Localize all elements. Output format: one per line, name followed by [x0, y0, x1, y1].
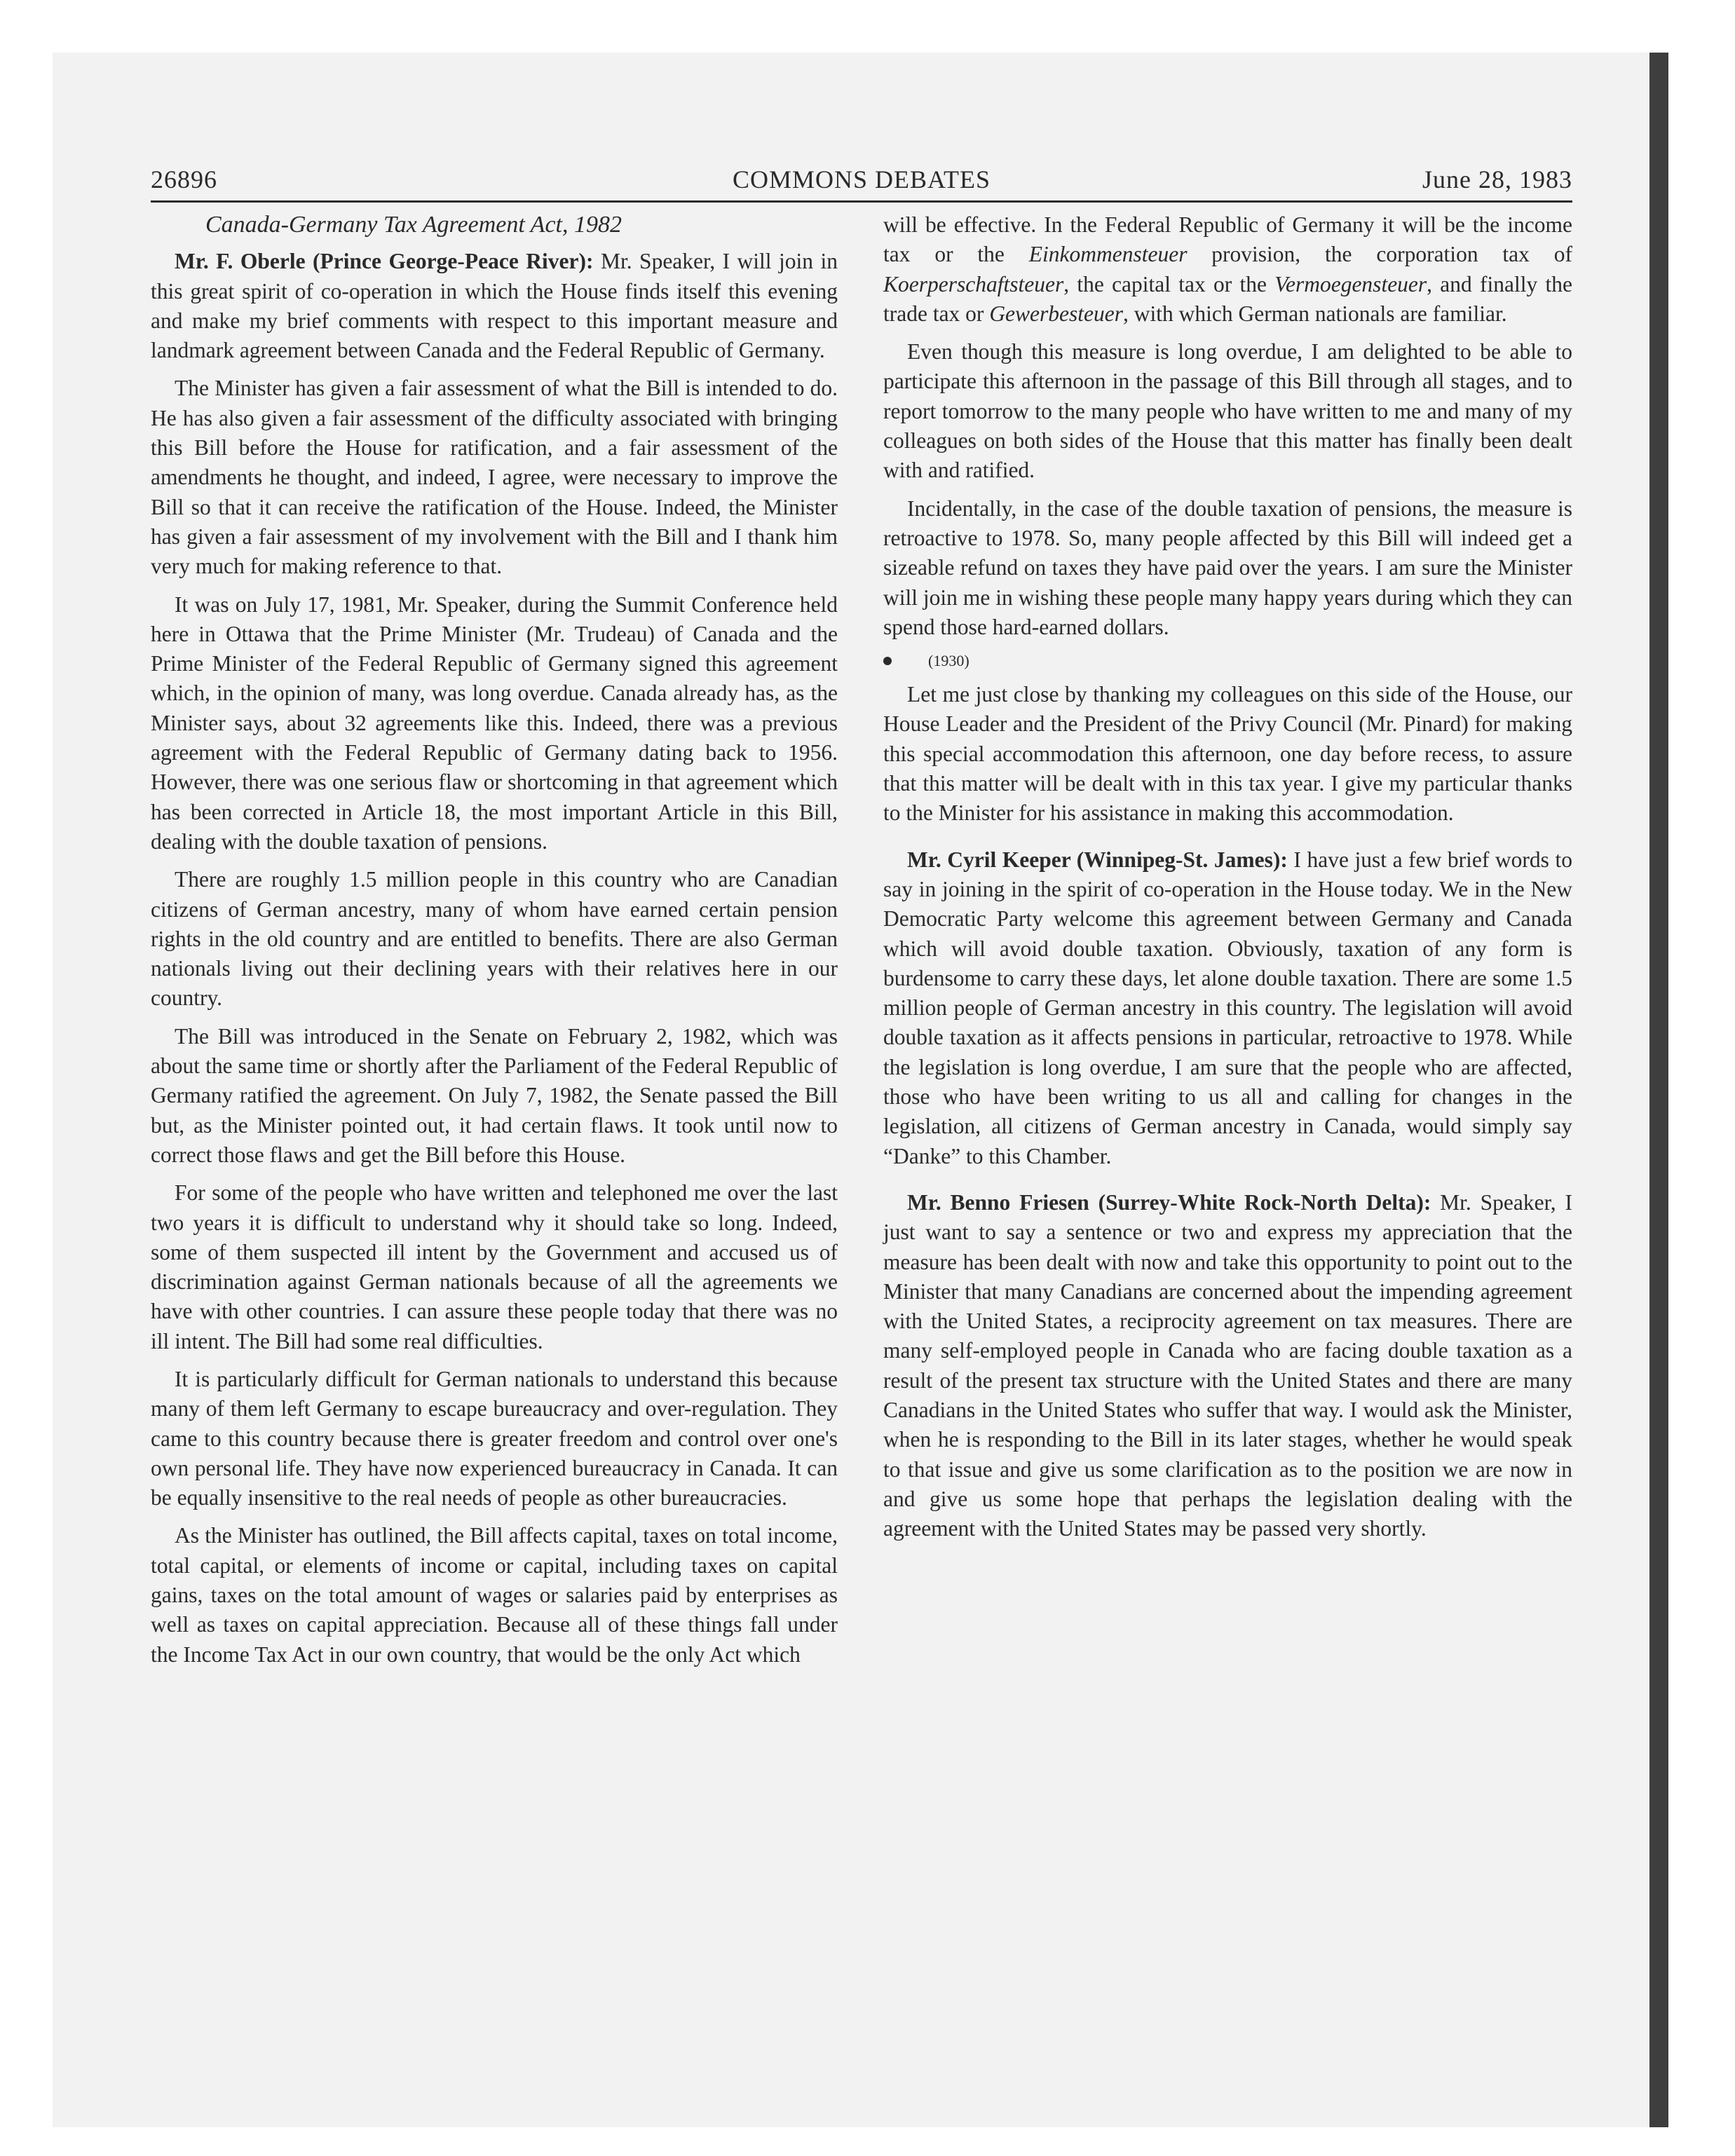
german-term: Vermoegensteuer [1274, 271, 1427, 296]
paragraph-text: , with which German nationals are familiar. [1123, 301, 1507, 326]
journal-title: COMMONS DEBATES [732, 165, 991, 193]
paragraph: Let me just close by thanking my colleagues on this side of the House, our House Leader and the President of the Privy Council (Mr. Pinard) for making this special accommodation this afternoon, one day before recess, to assure that this matter will be dealt with in this tax year. I give my particular thanks to the Minister for his assistance in making this accommodation. [883, 682, 1572, 826]
paragraph: As the Minister has outlined, the Bill affects capital, taxes on total income, total capital, or elements of income or capital, including taxes on capital gains, taxes on the total amount of wages or salaries paid by enterprises as well as taxes on capital appreciation. Because all of these things fall under the Income Tax Act in our own country, that would be the only Act which [151, 1523, 838, 1667]
paragraph-text: provision, the corporation tax of [1187, 242, 1572, 267]
paragraph [151, 247, 838, 365]
paragraph: It was on July 17, 1981, Mr. Speaker, during the Summit Conference held here in Ottawa that the Prime Minister (Mr. Trudeau) of Canada and the Prime Minister of the Federal Republic of Germany signed this agreement which, in the opinion of many, was long overdue. Canada already has, as the Minister says, about 32 agreements like this. Indeed, there was a previous agreement with the Federal Republic of Germany dating back to 1956. However, there was one serious flaw or shortcoming in that agreement which has been corrected in Article 18, the most important Article in this Bill, dealing with the double taxation of pensions. [151, 592, 838, 854]
speaker-name: Mr. Cyril Keeper (Winnipeg-St. James): [907, 847, 1288, 872]
paragraph-text: , and finally the trade tax or [883, 271, 1572, 326]
bullet-dot-icon [883, 657, 892, 665]
german-term: Gewerbesteuer [989, 301, 1124, 326]
german-term: Einkommensteuer [1028, 242, 1188, 267]
paragraph-text: Mr. Speaker, I just want to say a sentence or two and express my appreciation that the measure has been dealt with now and take this opportunity to point out to the Minister that many Canadians are concerned about the impending agreement with the United States, a reciprocity agreement on tax measures. There are many self-employed people in Canada who are facing double taxation as a result of the present tax structure with the United States and there are many Canadians in the United States who suffer that way. I would ask the Minister, when he is responding to the Bill in its later stages, whether he would speak to that issue and give us some clarification as to the position we are now in and give us some hope that perhaps the legislation dealing with the agreement with the United States may be passed very shortly. [883, 1189, 1572, 1541]
scan-edge-bar [1649, 53, 1668, 2127]
paragraph [883, 845, 1572, 1171]
section-title: Canada-Germany Tax Agreement Act, 1982 [205, 212, 622, 238]
page-date: June 28, 1983 [1422, 165, 1572, 193]
header-rule [151, 200, 1572, 203]
paragraph-text: will be effective. In the Federal Republic of Germany it will be the income tax or the [883, 212, 1572, 267]
timestamp-marker [883, 650, 1572, 671]
left-column [151, 210, 838, 1678]
right-column [883, 210, 1572, 1552]
paragraph: The Bill was introduced in the Senate on February 2, 1982, which was about the same time or shortly after the Parliament of the Federal Republic of Germany ratified the agreement. On July 7, 1982, the Senate passed the Bill but, as the Minister pointed out, it had certain flaws. It took until now to correct those flaws and get the Bill before this House. [151, 1023, 838, 1167]
speaker-name: Mr. F. Oberle (Prince George-Peace River): [175, 249, 594, 274]
paragraph: The Minister has given a fair assessment of what the Bill is intended to do. He has also given a fair assessment of the difficulty associated with bringing this Bill before the House for ratification, and a fair assessment of the amendments he thought, and indeed, I agree, were necessary to improve the Bill so that it can receive the ratification of the House. Indeed, the Minister has given a fair assessment of my involvement with the Bill and I thank him very much for making reference to that. [151, 376, 838, 579]
speaker-name: Mr. Benno Friesen (Surrey-White Rock-North Delta): [907, 1189, 1431, 1215]
paragraph: There are roughly 1.5 million people in this country who are Canadian citizens of German ancestry, many of whom have earned certain pension rights in the old country and are entitled to benefits. There are also German nationals living out their declining years with their relatives here in our country. [151, 867, 838, 1011]
paragraph: For some of the people who have written and telephoned me over the last two years it is difficult to understand why it should take so long. Indeed, some of them suspected ill intent by the Government and accused us of discrimination against German nationals because of all the agreements we have with other countries. I can assure these people today that there was no ill intent. The Bill had some real difficulties. [151, 1180, 838, 1353]
paragraph [883, 210, 1572, 329]
page-number: 26896 [151, 165, 217, 193]
paragraph-text: Mr. Speaker, I will join in this great spirit of co-operation in which the House finds itself this evening and make my brief comments with respect to this important measure and landmark agreement between Canada and the Federal Republic of Germany. [151, 249, 838, 363]
paragraph: Incidentally, in the case of the double taxation of pensions, the measure is retroactive to 1978. So, many people affected by this Bill will indeed get a sizeable refund on taxes they have paid over the years. I am sure the Minister will join me in wishing these people many happy years during which they can spend those hard-earned dollars. [883, 496, 1572, 639]
paragraph-text: , the capital tax or the [1063, 271, 1275, 296]
timestamp-label: (1930) [928, 652, 969, 670]
paragraph: Even though this measure is long overdue, I am delighted to be able to participate this afternoon in the passage of this Bill through all stages, and to report tomorrow to the many people who have written to me and many of my colleagues on both sides of the House that this matter has finally been dealt with and ratified. [883, 339, 1572, 483]
german-term: Koerperschaftsteuer [883, 271, 1064, 296]
paragraph [883, 1188, 1572, 1544]
paragraph-text: I have just a few brief words to say in joining in the spirit of co-operation in the House today. We in the New Democratic Party welcome this agreement between Germany and Canada which will avoid double taxation. Obviously, taxation of any form is burdensome to carry these days, let alone double taxation. There are some 1.5 million people of German ancestry in this country. The legislation will avoid double taxation as it affects pensions in particular, retroactive to 1978. While the legislation is long overdue, I am sure that the people who are affected, those who have been writing to us all and calling for changes in the legislation, all citizens of German ancestry in Canada, would simply say “Danke” to this Chamber. [883, 847, 1572, 1168]
page-header [151, 163, 1572, 196]
paragraph: It is particularly difficult for German nationals to understand this because many of them left Germany to escape bureaucracy and over-regulation. They came to this country because there is greater freedom and control over one's own personal life. They have now experienced bureaucracy in Canada. It can be equally insensitive to the real needs of people as other bureaucracies. [151, 1366, 838, 1510]
